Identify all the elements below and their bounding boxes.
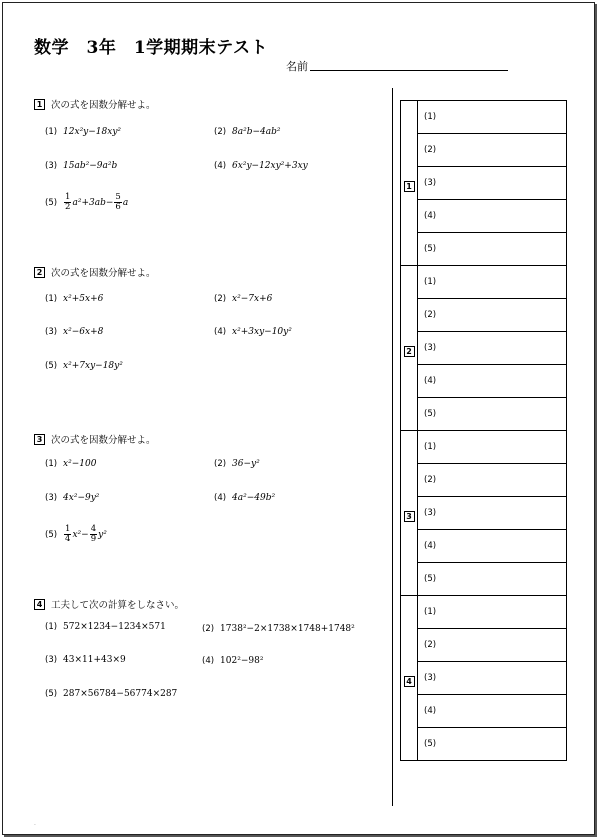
answer-cell[interactable]: (4) bbox=[418, 695, 567, 728]
question-instruction: 次の式を因数分解せよ。 bbox=[51, 100, 156, 111]
question-instruction: 次の式を因数分解せよ。 bbox=[51, 268, 156, 279]
answer-cell[interactable]: (5) bbox=[418, 728, 567, 761]
name-label: 名前 bbox=[286, 60, 308, 73]
answer-cell[interactable]: (3) bbox=[418, 332, 567, 365]
answer-cell[interactable]: (5) bbox=[418, 563, 567, 596]
answer-cell[interactable]: (5) bbox=[418, 398, 567, 431]
answer-cell[interactable]: (4) bbox=[418, 200, 567, 233]
problem-3-2: (2) 36−y² bbox=[214, 459, 260, 469]
problem-2-1: (1) x²+5x+6 bbox=[45, 294, 104, 304]
answer-cell[interactable]: (3) bbox=[418, 497, 567, 530]
question-1-heading bbox=[34, 97, 156, 111]
name-line bbox=[310, 70, 508, 71]
answer-section-4 bbox=[401, 596, 418, 761]
problem-3-4: (4) 4a²−49b² bbox=[214, 493, 276, 503]
problem-3-5: (5) $\frac{1}{4}$ x²− $\frac{4}{9}$ y² bbox=[45, 524, 107, 544]
answer-row bbox=[401, 563, 567, 596]
section-number: 2 bbox=[404, 346, 415, 357]
problem-3-1: (1) x²−100 bbox=[45, 459, 97, 469]
answer-cell[interactable]: (1) bbox=[418, 266, 567, 299]
answer-cell[interactable]: (4) bbox=[418, 530, 567, 563]
page-title: 数学 3年 1学期期末テスト bbox=[34, 38, 268, 58]
answer-row bbox=[401, 530, 567, 563]
problem-1-1: (1) 12x²y−18xy² bbox=[45, 127, 122, 137]
fraction: $\frac{1}{4}$ bbox=[65, 524, 71, 544]
problem-4-2: (2) 1738²−2×1738×1748+1748² bbox=[202, 624, 355, 634]
answer-section-2 bbox=[401, 266, 418, 431]
problem-1-3: (3) 15ab²−9a²b bbox=[45, 161, 118, 171]
answer-row bbox=[401, 299, 567, 332]
problem-4-5: (5) 287×56784−56774×287 bbox=[45, 689, 178, 699]
question-instruction: 工夫して次の計算をしなさい。 bbox=[51, 600, 185, 611]
answer-cell[interactable]: (3) bbox=[418, 662, 567, 695]
answer-row bbox=[401, 167, 567, 200]
answer-row bbox=[401, 332, 567, 365]
answer-row bbox=[401, 464, 567, 497]
question-instruction: 次の式を因数分解せよ。 bbox=[51, 435, 156, 446]
question-number: 4 bbox=[34, 599, 45, 610]
answer-row bbox=[401, 365, 567, 398]
problem-3-3: (3) 4x²−9y² bbox=[45, 493, 100, 503]
question-number: 2 bbox=[34, 267, 45, 278]
answer-cell[interactable]: (2) bbox=[418, 629, 567, 662]
column-divider bbox=[392, 88, 393, 806]
problem-4-4: (4) 102²−98² bbox=[202, 656, 264, 666]
answer-row bbox=[401, 101, 567, 134]
answer-cell[interactable]: (1) bbox=[418, 431, 567, 464]
answer-row bbox=[401, 233, 567, 266]
question-3-heading bbox=[34, 432, 156, 446]
fraction: $\frac{4}{9}$ bbox=[90, 524, 97, 544]
answer-row bbox=[401, 497, 567, 530]
answer-cell[interactable]: (4) bbox=[418, 365, 567, 398]
answer-section-1 bbox=[401, 101, 418, 266]
answer-row bbox=[401, 662, 567, 695]
answer-cell[interactable]: (3) bbox=[418, 167, 567, 200]
answer-row bbox=[401, 134, 567, 167]
answer-row bbox=[401, 728, 567, 761]
answer-row bbox=[401, 596, 567, 629]
answer-row bbox=[401, 266, 567, 299]
answer-row bbox=[401, 398, 567, 431]
section-number: 1 bbox=[404, 181, 415, 192]
answer-cell[interactable]: (2) bbox=[418, 464, 567, 497]
answer-row bbox=[401, 695, 567, 728]
problem-2-2: (2) x²−7x+6 bbox=[214, 294, 273, 304]
section-number: 3 bbox=[404, 511, 415, 522]
problem-4-3: (3) 43×11+43×9 bbox=[45, 655, 126, 665]
fraction: $\frac{5}{6}$ bbox=[115, 192, 121, 212]
problem-1-5: (5) $\frac{1}{2}$ a²+3ab− $\frac{5}{6}$ a bbox=[45, 192, 129, 212]
answer-section-3 bbox=[401, 431, 418, 596]
problem-2-5: (5) x²+7xy−18y² bbox=[45, 361, 123, 371]
problem-1-4: (4) 6x²y−12xy²+3xy bbox=[214, 161, 308, 171]
answer-table bbox=[400, 100, 567, 761]
answer-row bbox=[401, 629, 567, 662]
answer-row bbox=[401, 200, 567, 233]
question-2-heading bbox=[34, 265, 156, 279]
section-number: 4 bbox=[404, 676, 415, 687]
footer-mark: · bbox=[34, 822, 36, 829]
problem-2-3: (3) x²−6x+8 bbox=[45, 327, 104, 337]
answer-cell[interactable]: (2) bbox=[418, 134, 567, 167]
answer-row bbox=[401, 431, 567, 464]
problem-1-2: (2) 8a²b−4ab² bbox=[214, 127, 281, 137]
problem-4-1: (1) 572×1234−1234×571 bbox=[45, 622, 166, 632]
question-4-heading bbox=[34, 597, 184, 611]
answer-cell[interactable]: (2) bbox=[418, 299, 567, 332]
fraction: $\frac{1}{2}$ bbox=[65, 192, 71, 212]
question-number: 1 bbox=[34, 99, 45, 110]
answer-cell[interactable]: (5) bbox=[418, 233, 567, 266]
question-number: 3 bbox=[34, 434, 45, 445]
answer-cell[interactable]: (1) bbox=[418, 596, 567, 629]
answer-cell[interactable]: (1) bbox=[418, 101, 567, 134]
problem-2-4: (4) x²+3xy−10y² bbox=[214, 327, 292, 337]
